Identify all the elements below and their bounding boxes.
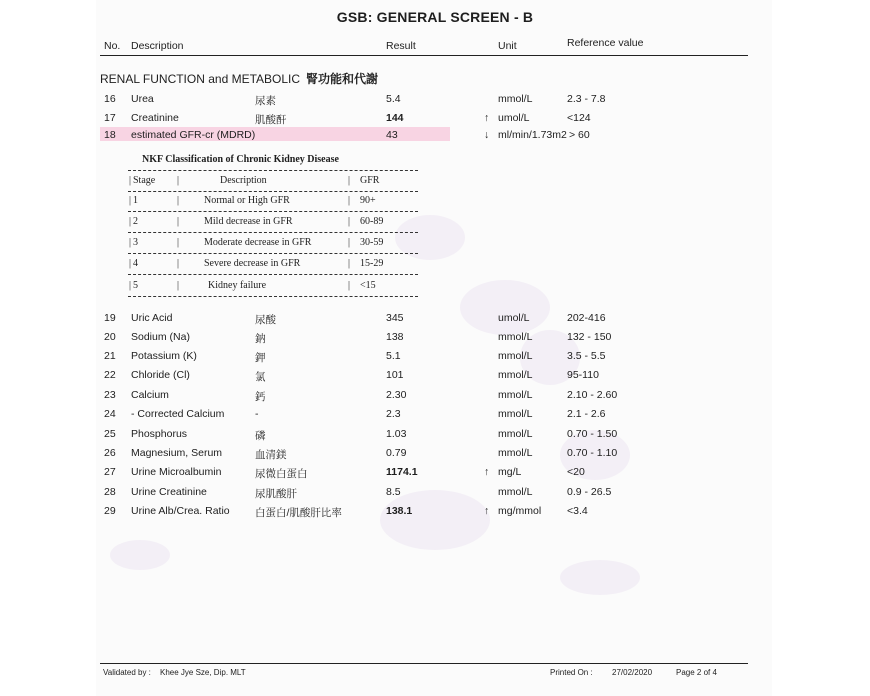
- column-header-no: No.: [104, 40, 121, 52]
- row-reference: <20: [567, 466, 585, 478]
- row-reference: > 60: [569, 129, 590, 141]
- row-result: 2.3: [386, 408, 401, 420]
- row-no: 20: [104, 331, 116, 343]
- row-no: 29: [104, 505, 116, 517]
- row-result: 43: [386, 129, 398, 141]
- column-header-result: Result: [386, 40, 416, 52]
- table-row: [0, 389, 870, 405]
- row-unit: mmol/L: [498, 331, 533, 343]
- nkf-description: Kidney failure: [208, 280, 267, 291]
- row-unit: mg/mmol: [498, 505, 542, 517]
- table-row: [0, 112, 870, 128]
- nkf-rule: [128, 232, 418, 233]
- report-title: GSB: GENERAL SCREEN - B: [336, 9, 534, 25]
- row-no: 25: [104, 428, 116, 440]
- row-description-zh: 肌酸酐: [255, 114, 287, 126]
- row-description-zh: 磷: [255, 430, 266, 442]
- nkf-header-stage: Stage: [133, 175, 156, 186]
- row-description-zh: 尿素: [255, 95, 276, 107]
- row-no: 23: [104, 389, 116, 401]
- row-no: 27: [104, 466, 116, 478]
- row-reference: 95-110: [567, 369, 599, 381]
- table-row: [0, 331, 870, 347]
- high-flag-icon: ↑: [484, 505, 490, 517]
- row-unit: mmol/L: [498, 369, 533, 381]
- row-description-zh: 白蛋白/肌酸肝比率: [255, 507, 342, 519]
- row-reference: 202-416: [567, 312, 606, 324]
- row-result: 5.4: [386, 93, 401, 105]
- row-result: 2.30: [386, 389, 407, 401]
- section-title: [100, 70, 378, 87]
- row-result: 1174.1: [386, 466, 418, 478]
- nkf-separator: |: [129, 216, 132, 227]
- row-description: estimated GFR-cr (MDRD): [131, 129, 256, 141]
- row-reference: 0.70 - 1.50: [567, 428, 618, 440]
- nkf-header-row: [0, 175, 870, 189]
- table-row: [0, 428, 870, 444]
- row-reference: 0.9 - 26.5: [567, 486, 612, 498]
- row-description-zh: 尿酸: [255, 314, 276, 326]
- table-row: [0, 129, 870, 145]
- row-description: Phosphorus: [131, 428, 188, 440]
- table-row: [0, 486, 870, 502]
- nkf-rule: [128, 211, 418, 212]
- row-unit: mmol/L: [498, 486, 533, 498]
- table-row: [0, 312, 870, 328]
- row-unit: umol/L: [498, 112, 530, 124]
- row-reference: 2.10 - 2.60: [567, 389, 618, 401]
- nkf-gfr: 60-89: [360, 216, 384, 227]
- table-row: [0, 408, 870, 424]
- nkf-row: [0, 195, 870, 209]
- nkf-row: [0, 280, 870, 294]
- nkf-header-gfr: GFR: [360, 175, 380, 186]
- row-description-zh: 氯: [255, 371, 266, 383]
- row-no: 22: [104, 369, 116, 381]
- row-description-zh: 尿微白蛋白: [255, 468, 308, 480]
- row-unit: mmol/L: [498, 389, 533, 401]
- row-description: Potassium (K): [131, 350, 197, 362]
- nkf-stage: 5: [133, 280, 138, 291]
- row-description: - Corrected Calcium: [131, 408, 225, 420]
- row-result: 0.79: [386, 447, 407, 459]
- row-result: 8.5: [386, 486, 401, 498]
- nkf-rule: [128, 296, 418, 297]
- nkf-separator: |: [177, 280, 180, 291]
- nkf-separator: |: [177, 258, 180, 269]
- nkf-row: [0, 237, 870, 251]
- row-description: Magnesium, Serum: [131, 447, 223, 459]
- row-unit: mmol/L: [498, 93, 533, 105]
- table-row: [0, 505, 870, 521]
- high-flag-icon: ↑: [484, 466, 490, 478]
- nkf-separator: |: [177, 237, 180, 248]
- row-unit: mg/L: [498, 466, 522, 478]
- row-result: 138.1: [386, 505, 413, 517]
- nkf-rule: [128, 170, 418, 171]
- row-description: Chloride (Cl): [131, 369, 190, 381]
- nkf-row: [0, 216, 870, 230]
- row-unit: mmol/L: [498, 350, 533, 362]
- row-no: 17: [104, 112, 116, 124]
- nkf-description: Mild decrease in GFR: [204, 216, 293, 227]
- nkf-gfr: <15: [360, 280, 376, 291]
- row-result: 5.1: [386, 350, 401, 362]
- row-reference: 132 - 150: [567, 331, 612, 343]
- row-unit: mmol/L: [498, 408, 533, 420]
- nkf-separator: |: [129, 280, 132, 291]
- nkf-separator: |: [348, 175, 351, 186]
- row-description-zh: 鈉: [255, 333, 266, 345]
- row-description: Urine Microalbumin: [131, 466, 222, 478]
- nkf-gfr: 15-29: [360, 258, 384, 269]
- low-flag-icon: ↓: [484, 129, 490, 141]
- nkf-separator: |: [129, 237, 132, 248]
- row-reference: 3.5 - 5.5: [567, 350, 606, 362]
- row-description: Sodium (Na): [131, 331, 190, 343]
- validated-by: Khee Jye Sze, Dip. MLT: [160, 668, 246, 677]
- nkf-stage: 3: [133, 237, 138, 248]
- nkf-gfr: 30-59: [360, 237, 384, 248]
- nkf-header-description: Description: [220, 175, 267, 186]
- nkf-separator: |: [177, 175, 180, 186]
- row-reference: <3.4: [567, 505, 588, 517]
- row-unit: ml/min/1.73m2: [498, 129, 567, 141]
- row-no: 19: [104, 312, 116, 324]
- row-no: 28: [104, 486, 116, 498]
- row-description-zh: 鉀: [255, 352, 266, 364]
- table-row: [0, 369, 870, 385]
- row-reference: 0.70 - 1.10: [567, 447, 618, 459]
- watermark-shape: [560, 560, 640, 595]
- nkf-separator: |: [177, 195, 180, 206]
- validated-label: Validated by :: [103, 668, 151, 677]
- nkf-separator: |: [348, 195, 351, 206]
- table-row: [0, 466, 870, 482]
- nkf-stage: 4: [133, 258, 138, 269]
- row-no: 16: [104, 93, 116, 105]
- row-reference: <124: [567, 112, 591, 124]
- nkf-rule: [128, 253, 418, 254]
- nkf-gfr: 90+: [360, 195, 376, 206]
- row-no: 21: [104, 350, 116, 362]
- nkf-separator: |: [348, 258, 351, 269]
- nkf-separator: |: [129, 175, 132, 186]
- nkf-separator: |: [129, 258, 132, 269]
- row-result: 138: [386, 331, 404, 343]
- table-row: [0, 447, 870, 463]
- nkf-rule: [128, 274, 418, 275]
- row-reference: 2.1 - 2.6: [567, 408, 606, 420]
- nkf-separator: |: [348, 216, 351, 227]
- watermark-shape: [110, 540, 170, 570]
- row-no: 26: [104, 447, 116, 459]
- row-description-zh: 鈣: [255, 391, 266, 403]
- footer-rule: [100, 663, 748, 664]
- row-result: 144: [386, 112, 404, 124]
- nkf-table-title: NKF Classification of Chronic Kidney Disease: [142, 154, 339, 165]
- section-title-zh: 腎功能和代謝: [306, 72, 379, 86]
- nkf-separator: |: [348, 280, 351, 291]
- row-unit: umol/L: [498, 312, 530, 324]
- page-number: Page 2 of 4: [676, 668, 717, 677]
- row-description: Uric Acid: [131, 312, 173, 324]
- row-description: Creatinine: [131, 112, 179, 124]
- row-description-zh: 血清鎂: [255, 449, 287, 461]
- nkf-description: Moderate decrease in GFR: [204, 237, 312, 248]
- row-reference: 2.3 - 7.8: [567, 93, 606, 105]
- printed-date: 27/02/2020: [612, 668, 653, 677]
- column-header-unit: Unit: [498, 40, 517, 52]
- nkf-separator: |: [348, 237, 351, 248]
- printed-label: Printed On :: [550, 668, 593, 677]
- row-description: Calcium: [131, 389, 169, 401]
- header-rule: [100, 55, 748, 56]
- row-description: Urine Alb/Crea. Ratio: [131, 505, 230, 517]
- section-title-en: RENAL FUNCTION and METABOLIC: [100, 72, 301, 86]
- table-row: [0, 93, 870, 109]
- nkf-separator: |: [177, 216, 180, 227]
- nkf-separator: |: [129, 195, 132, 206]
- row-result: 345: [386, 312, 404, 324]
- column-header-description: Description: [131, 40, 184, 52]
- nkf-description: Severe decrease in GFR: [204, 258, 301, 269]
- row-description-zh: -: [255, 408, 259, 420]
- row-result: 101: [386, 369, 404, 381]
- row-unit: mmol/L: [498, 428, 533, 440]
- high-flag-icon: ↑: [484, 112, 490, 124]
- row-description-zh: 尿肌酸肝: [255, 488, 297, 500]
- nkf-row: [0, 258, 870, 272]
- column-header-reference: Reference value: [567, 37, 644, 49]
- nkf-description: Normal or High GFR: [204, 195, 290, 206]
- row-result: 1.03: [386, 428, 407, 440]
- row-no: 18: [104, 129, 116, 141]
- row-description: Urea: [131, 93, 154, 105]
- nkf-stage: 2: [133, 216, 138, 227]
- row-description: Urine Creatinine: [131, 486, 207, 498]
- nkf-rule: [128, 191, 418, 192]
- nkf-stage: 1: [133, 195, 138, 206]
- table-row: [0, 350, 870, 366]
- row-unit: mmol/L: [498, 447, 533, 459]
- row-no: 24: [104, 408, 116, 420]
